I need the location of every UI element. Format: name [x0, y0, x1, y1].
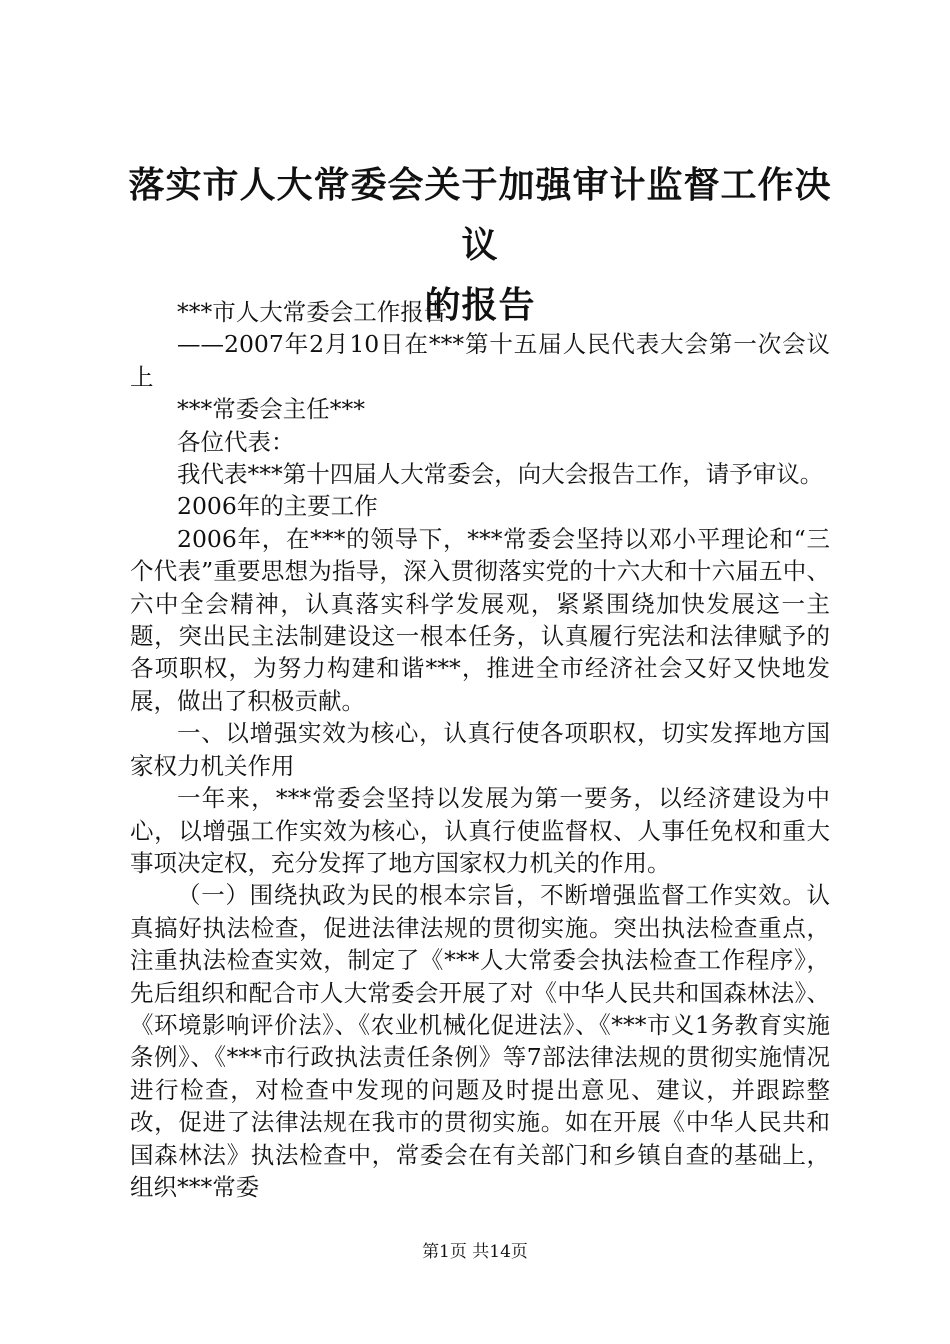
body-paragraph: （一）围绕执政为民的根本宗旨，不断增强监督工作实效。认真搞好执法检查，促进法律法规的贯彻实施。突出执法检查重点，注重执法检查实效，制定了《***人大常委会执法检查工作程序》，先后组织和配合市人大常委会开展了对《中华人民共和国森林法》、《环境影响评价法》、《农业机械化促进法》、《***市义1务教育实施条例》、《***市行政执法责任条例》等7部法律法规的贯彻实施情况进行检查，对检查中发现的问题及时提出意见、建议，并跟踪整改，促进了法律法规在我市的贯彻实施。如在开展《中华人民共和国森林法》执法检查中，常委会在有关部门和乡镇自查的基础上，组织***常委: [130, 881, 830, 1201]
title-line-2: 的报告: [424, 284, 536, 326]
intro-paragraph: 我代表***第十四届人大常委会，向大会报告工作，请予审议。: [177, 460, 824, 489]
speaker-line: ***常委会主任***: [177, 395, 365, 424]
page-footer: [0, 1240, 950, 1264]
document-body: [130, 296, 830, 1203]
salutation: 各位代表：: [177, 427, 295, 456]
section-heading: 2006年的主要工作: [177, 492, 378, 521]
body-paragraph: 2006年，在***的领导下，***常委会坚持以邓小平理论和“三个代表”重要思想为指导，深入贯彻落实党的十六大和十六届五中、六中全会精神，认真落实科学发展观，紧紧围绕加快发展这一主题，突出民主法制建设这一根本任务，认真履行宪法和法律赋予的各项职权，为努力构建和谐***，推进全市经济社会又好又快地发展，做出了积极贡献。: [130, 524, 830, 715]
page-number: 第1页 共14页: [422, 1242, 528, 1262]
title-line-1: 落实市人大常委会关于加强审计监督工作决议: [128, 164, 832, 266]
report-heading: ***市人大常委会工作报告: [177, 298, 448, 326]
body-paragraph: 一年来，***常委会坚持以发展为第一要务，以经济建设为中心，以增强工作实效为核心，认真行使监督权、人事任免权和重大事项决定权，充分发挥了地方国家权力机关的作用。: [130, 784, 830, 877]
subsection-heading: 一、以增强实效为核心，认真行使各项职权，切实发挥地方国家权力机关作用: [130, 719, 830, 780]
meeting-line: ——2007年2月10日在***第十五届人民代表大会第一次会议上: [130, 330, 830, 391]
